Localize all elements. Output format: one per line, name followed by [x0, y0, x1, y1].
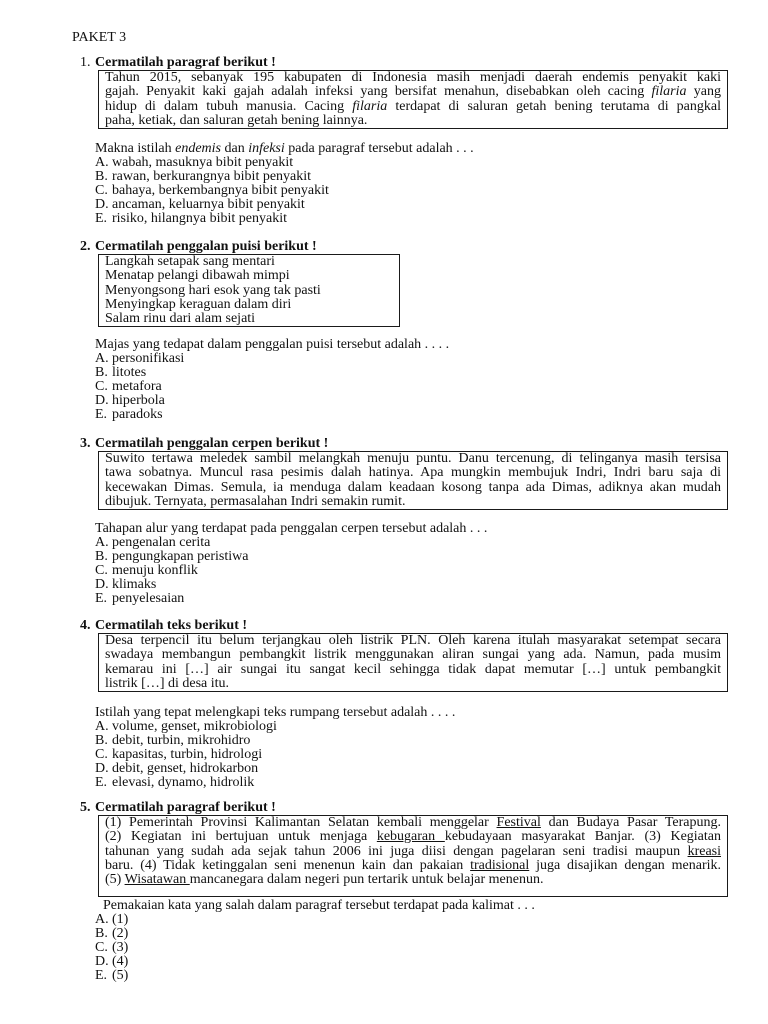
answer-options — [95, 720, 768, 790]
option-letter: E. — [95, 591, 108, 607]
answer-option — [95, 592, 768, 606]
passage-line — [105, 255, 393, 269]
answer-option — [95, 776, 768, 790]
text-run: (2) Kegiatan ini bertujuan untuk menjaga — [105, 829, 377, 845]
option-letter: B. — [95, 926, 108, 942]
option-letter: A. — [95, 912, 109, 928]
passage-line — [105, 481, 721, 495]
question-number: 3. — [80, 436, 91, 451]
passage-line — [105, 845, 721, 859]
answer-option — [95, 380, 768, 394]
answer-option — [95, 184, 768, 198]
option-text: risiko, hilangnya bibit penyakit — [112, 211, 287, 227]
text-run: Tahapan alur yang terdapat pada penggalan cerpen tersebut adalah . . . — [95, 521, 488, 537]
text-run: (1) Pemerintah Provinsi Kalimantan Selatan kembali menggelar — [105, 815, 497, 830]
text-run: Salam rinu dari alam sejati — [105, 311, 256, 327]
answer-option — [95, 564, 768, 578]
answer-option — [95, 913, 768, 927]
text-run: juga disajikan dengan menarik. — [529, 857, 722, 873]
underlined-word: tradisional — [470, 857, 530, 873]
option-text: (1) — [112, 912, 129, 928]
option-letter: E. — [95, 968, 108, 984]
option-text: penyelesaian — [112, 591, 185, 607]
option-text: menuju konflik — [112, 563, 198, 579]
option-text: kapasitas, turbin, hidrologi — [112, 747, 263, 763]
passage-line — [105, 677, 721, 691]
text-run: Majas yang tedapat dalam penggalan puisi tersebut adalah . . . . — [95, 337, 450, 353]
option-letter: C. — [95, 940, 108, 956]
passage-box — [98, 254, 400, 327]
text-run: Istilah yang tepat melengkapi teks rumpang tersebut adalah . . . . — [95, 705, 456, 721]
text-run: kecewakan Dimas. Semula, ia menduga dalam keadaan kosong tanpa ada Dimas, adiknya akan mudah — [105, 479, 721, 495]
answer-option — [95, 394, 768, 408]
answer-option — [95, 170, 768, 184]
passage-box — [98, 451, 728, 510]
question-2 — [0, 240, 768, 422]
option-letter: B. — [95, 733, 108, 749]
italic-term: endemis — [175, 141, 221, 157]
underlined-word: kreasi — [687, 843, 721, 859]
option-text: metafora — [112, 379, 162, 395]
answer-option — [95, 927, 768, 941]
text-run: terdapat di saluran getah bening terutama di pangkal — [387, 98, 721, 114]
question-heading — [0, 240, 768, 254]
answer-option — [95, 955, 768, 969]
option-letter: C. — [95, 747, 108, 763]
text-run: listrik […] di desa itu. — [105, 675, 230, 691]
option-text: pengungkapan peristiwa — [112, 549, 249, 565]
passage-line — [105, 452, 721, 466]
option-letter: E. — [95, 211, 108, 227]
question-1 — [0, 56, 768, 226]
option-letter: D. — [95, 761, 109, 777]
passage-line — [105, 663, 721, 677]
text-run: yang — [686, 84, 721, 100]
text-run: hidup di dalam tubuh manusia. Cacing — [105, 98, 353, 114]
underlined-word: Festival — [496, 815, 541, 830]
text-run: Pemakaian kata yang salah dalam paragraf tersebut terdapat pada kalimat . . . — [103, 898, 535, 914]
option-letter: E. — [95, 407, 108, 423]
question-number: 4. — [80, 618, 91, 633]
passage-line — [105, 830, 721, 844]
option-text: debit, turbin, mikrohidro — [112, 733, 251, 749]
answer-option — [95, 941, 768, 955]
question-prompt — [95, 338, 768, 352]
passage-line — [105, 873, 721, 887]
question-5 — [0, 801, 768, 983]
answer-option — [95, 748, 768, 762]
question-heading — [0, 801, 768, 815]
option-letter: D. — [95, 393, 109, 409]
option-letter: D. — [95, 954, 109, 970]
option-letter: A. — [95, 351, 109, 367]
option-text: pengenalan cerita — [112, 535, 211, 551]
passage-box — [98, 70, 728, 129]
question-prompt — [95, 142, 768, 156]
answer-options — [95, 352, 768, 422]
question-number: 1. — [80, 55, 91, 70]
text-run: kebudayaan masyarakat Banjar. (3) Kegiatan — [444, 829, 721, 845]
passage-line — [105, 114, 721, 128]
option-text: bahaya, berkembangnya bibit penyakit — [112, 183, 329, 199]
option-text: (3) — [112, 940, 129, 956]
answer-option — [95, 536, 768, 550]
question-prompt — [95, 522, 768, 536]
answer-option — [95, 156, 768, 170]
option-letter: A. — [95, 155, 109, 171]
text-run: Menatap pelangi dibawah mimpi — [105, 268, 290, 284]
text-run: Menyingkap keraguan dalam diri — [105, 296, 292, 312]
answer-option — [95, 212, 768, 226]
question-prompt — [95, 899, 768, 913]
answer-option — [95, 969, 768, 983]
option-text: wabah, masuknya bibit penyakit — [112, 155, 294, 171]
question-4 — [0, 619, 768, 790]
passage-line — [105, 269, 393, 283]
option-letter: B. — [95, 169, 108, 185]
option-text: klimaks — [112, 577, 157, 593]
packet-title: PAKET 3 — [72, 30, 127, 45]
option-text: paradoks — [112, 407, 163, 423]
option-letter: C. — [95, 563, 108, 579]
italic-term: filaria — [352, 98, 388, 114]
option-text: (5) — [112, 968, 129, 984]
text-run: Suwito tertawa meledek sambil melangkah menuju puntu. Danu tercenung, di telinganya masih tersisa — [105, 451, 721, 466]
passage-box — [98, 633, 728, 692]
option-text: rawan, berkurangnya bibit penyakit — [112, 169, 312, 185]
question-instruction: Cermatilah paragraf berikut ! — [95, 55, 276, 70]
passage-line — [105, 859, 721, 873]
text-run: dan Budaya Pasar Terapung. — [540, 815, 721, 830]
question-number: 5. — [80, 800, 91, 815]
option-letter: A. — [95, 719, 109, 735]
option-letter: A. — [95, 535, 109, 551]
question-heading — [0, 619, 768, 633]
passage-line — [105, 816, 721, 830]
question-heading — [0, 56, 768, 70]
answer-options — [95, 536, 768, 606]
underlined-word: kebugaran — [376, 829, 445, 845]
answer-option — [95, 198, 768, 212]
text-run: dibujuk. Ternyata, permasalahan Indri semakin rumit. — [105, 493, 406, 509]
answer-option — [95, 734, 768, 748]
option-text: (4) — [112, 954, 129, 970]
text-run: dan — [221, 141, 249, 157]
option-letter: E. — [95, 775, 108, 791]
answer-option — [95, 720, 768, 734]
option-letter: D. — [95, 197, 109, 213]
text-run: pada paragraf tersebut adalah . . . — [284, 141, 474, 157]
passage-line — [105, 298, 393, 312]
option-text: debit, genset, hidrokarbon — [112, 761, 259, 777]
question-instruction: Cermatilah paragraf berikut ! — [95, 800, 276, 815]
answer-option — [95, 352, 768, 366]
text-run: baru. (4) Tidak ketinggalan seni menenun kain dan pakaian — [105, 857, 471, 873]
answer-options — [95, 156, 768, 226]
answer-option — [95, 550, 768, 564]
option-text: ancaman, keluarnya bibit penyakit — [112, 197, 305, 213]
question-number: 2. — [80, 239, 91, 254]
question-instruction: Cermatilah teks berikut ! — [95, 618, 248, 633]
option-letter: D. — [95, 577, 109, 593]
text-run: Makna istilah — [95, 141, 176, 157]
text-run: Langkah setapak sang mentari — [105, 254, 275, 269]
question-3 — [0, 437, 768, 606]
option-letter: C. — [95, 379, 108, 395]
text-run: (5) — [105, 872, 125, 888]
text-run: swadaya membangun pembangkit listrik menggunakan aliran sungai yang ada. Namun, pada musim — [105, 647, 721, 663]
question-instruction: Cermatilah penggalan puisi berikut ! — [95, 239, 317, 254]
text-run: paha, ketiak, dan saluran getah bening lainnya. — [105, 112, 368, 128]
passage-line — [105, 100, 721, 114]
answer-option — [95, 366, 768, 380]
answer-option — [95, 408, 768, 422]
passage-line — [105, 648, 721, 662]
option-letter: C. — [95, 183, 108, 199]
text-run: Desa terpencil itu belum terjangkau oleh listrik PLN. Oleh karena itulah masyarakat setempat secara — [105, 633, 721, 648]
answer-options — [95, 913, 768, 983]
passage-line — [105, 634, 721, 648]
italic-term: infeksi — [248, 141, 285, 157]
option-text: (2) — [112, 926, 129, 942]
option-letter: B. — [95, 549, 108, 565]
question-heading — [0, 437, 768, 451]
question-instruction: Cermatilah penggalan cerpen berikut ! — [95, 436, 329, 451]
underlined-word: Wisatawan — [124, 872, 190, 888]
passage-box — [98, 815, 728, 897]
text-run: mancanegara dalam negeri pun tertarik untuk belajar menenun. — [189, 872, 544, 888]
passage-line — [105, 284, 393, 298]
text-run: kemarau ini […] air sungai itu sangat kecil sehingga tidak dapat memutar […] untuk pembangkit — [105, 661, 721, 677]
passage-line — [105, 466, 721, 480]
italic-term: filaria — [651, 84, 687, 100]
passage-line — [105, 85, 721, 99]
passage-line — [105, 495, 721, 509]
text-run: tawa sobatnya. Muncul rasa pesimis dalah hatinya. Apa mungkin membujuk Indri, Indri baru saja di — [105, 465, 721, 481]
passage-line — [105, 312, 393, 326]
text-run: Menyongsong hari esok yang tak pasti — [105, 282, 321, 298]
option-text: volume, genset, mikrobiologi — [112, 719, 277, 735]
option-letter: B. — [95, 365, 108, 381]
passage-line — [105, 71, 721, 85]
option-text: litotes — [112, 365, 147, 381]
answer-option — [95, 578, 768, 592]
option-text: hiperbola — [112, 393, 165, 409]
option-text: elevasi, dynamo, hidrolik — [112, 775, 255, 791]
question-prompt — [95, 706, 768, 720]
text-run: gajah. Penyakit kaki gajah adalah infeksi yang bersifat menahun, disebabkan oleh cacing — [105, 84, 652, 100]
text-run: Tahun 2015, sebanyak 195 kabupaten di Indonesia masih menjadi daerah endemis penyakit kaki — [105, 70, 721, 85]
text-run: tahunan yang sudah ada sejak tahun 2006 ini juga diisi dengan pagelaran seni tradisi maupun — [105, 843, 688, 859]
answer-option — [95, 762, 768, 776]
option-text: personifikasi — [112, 351, 185, 367]
